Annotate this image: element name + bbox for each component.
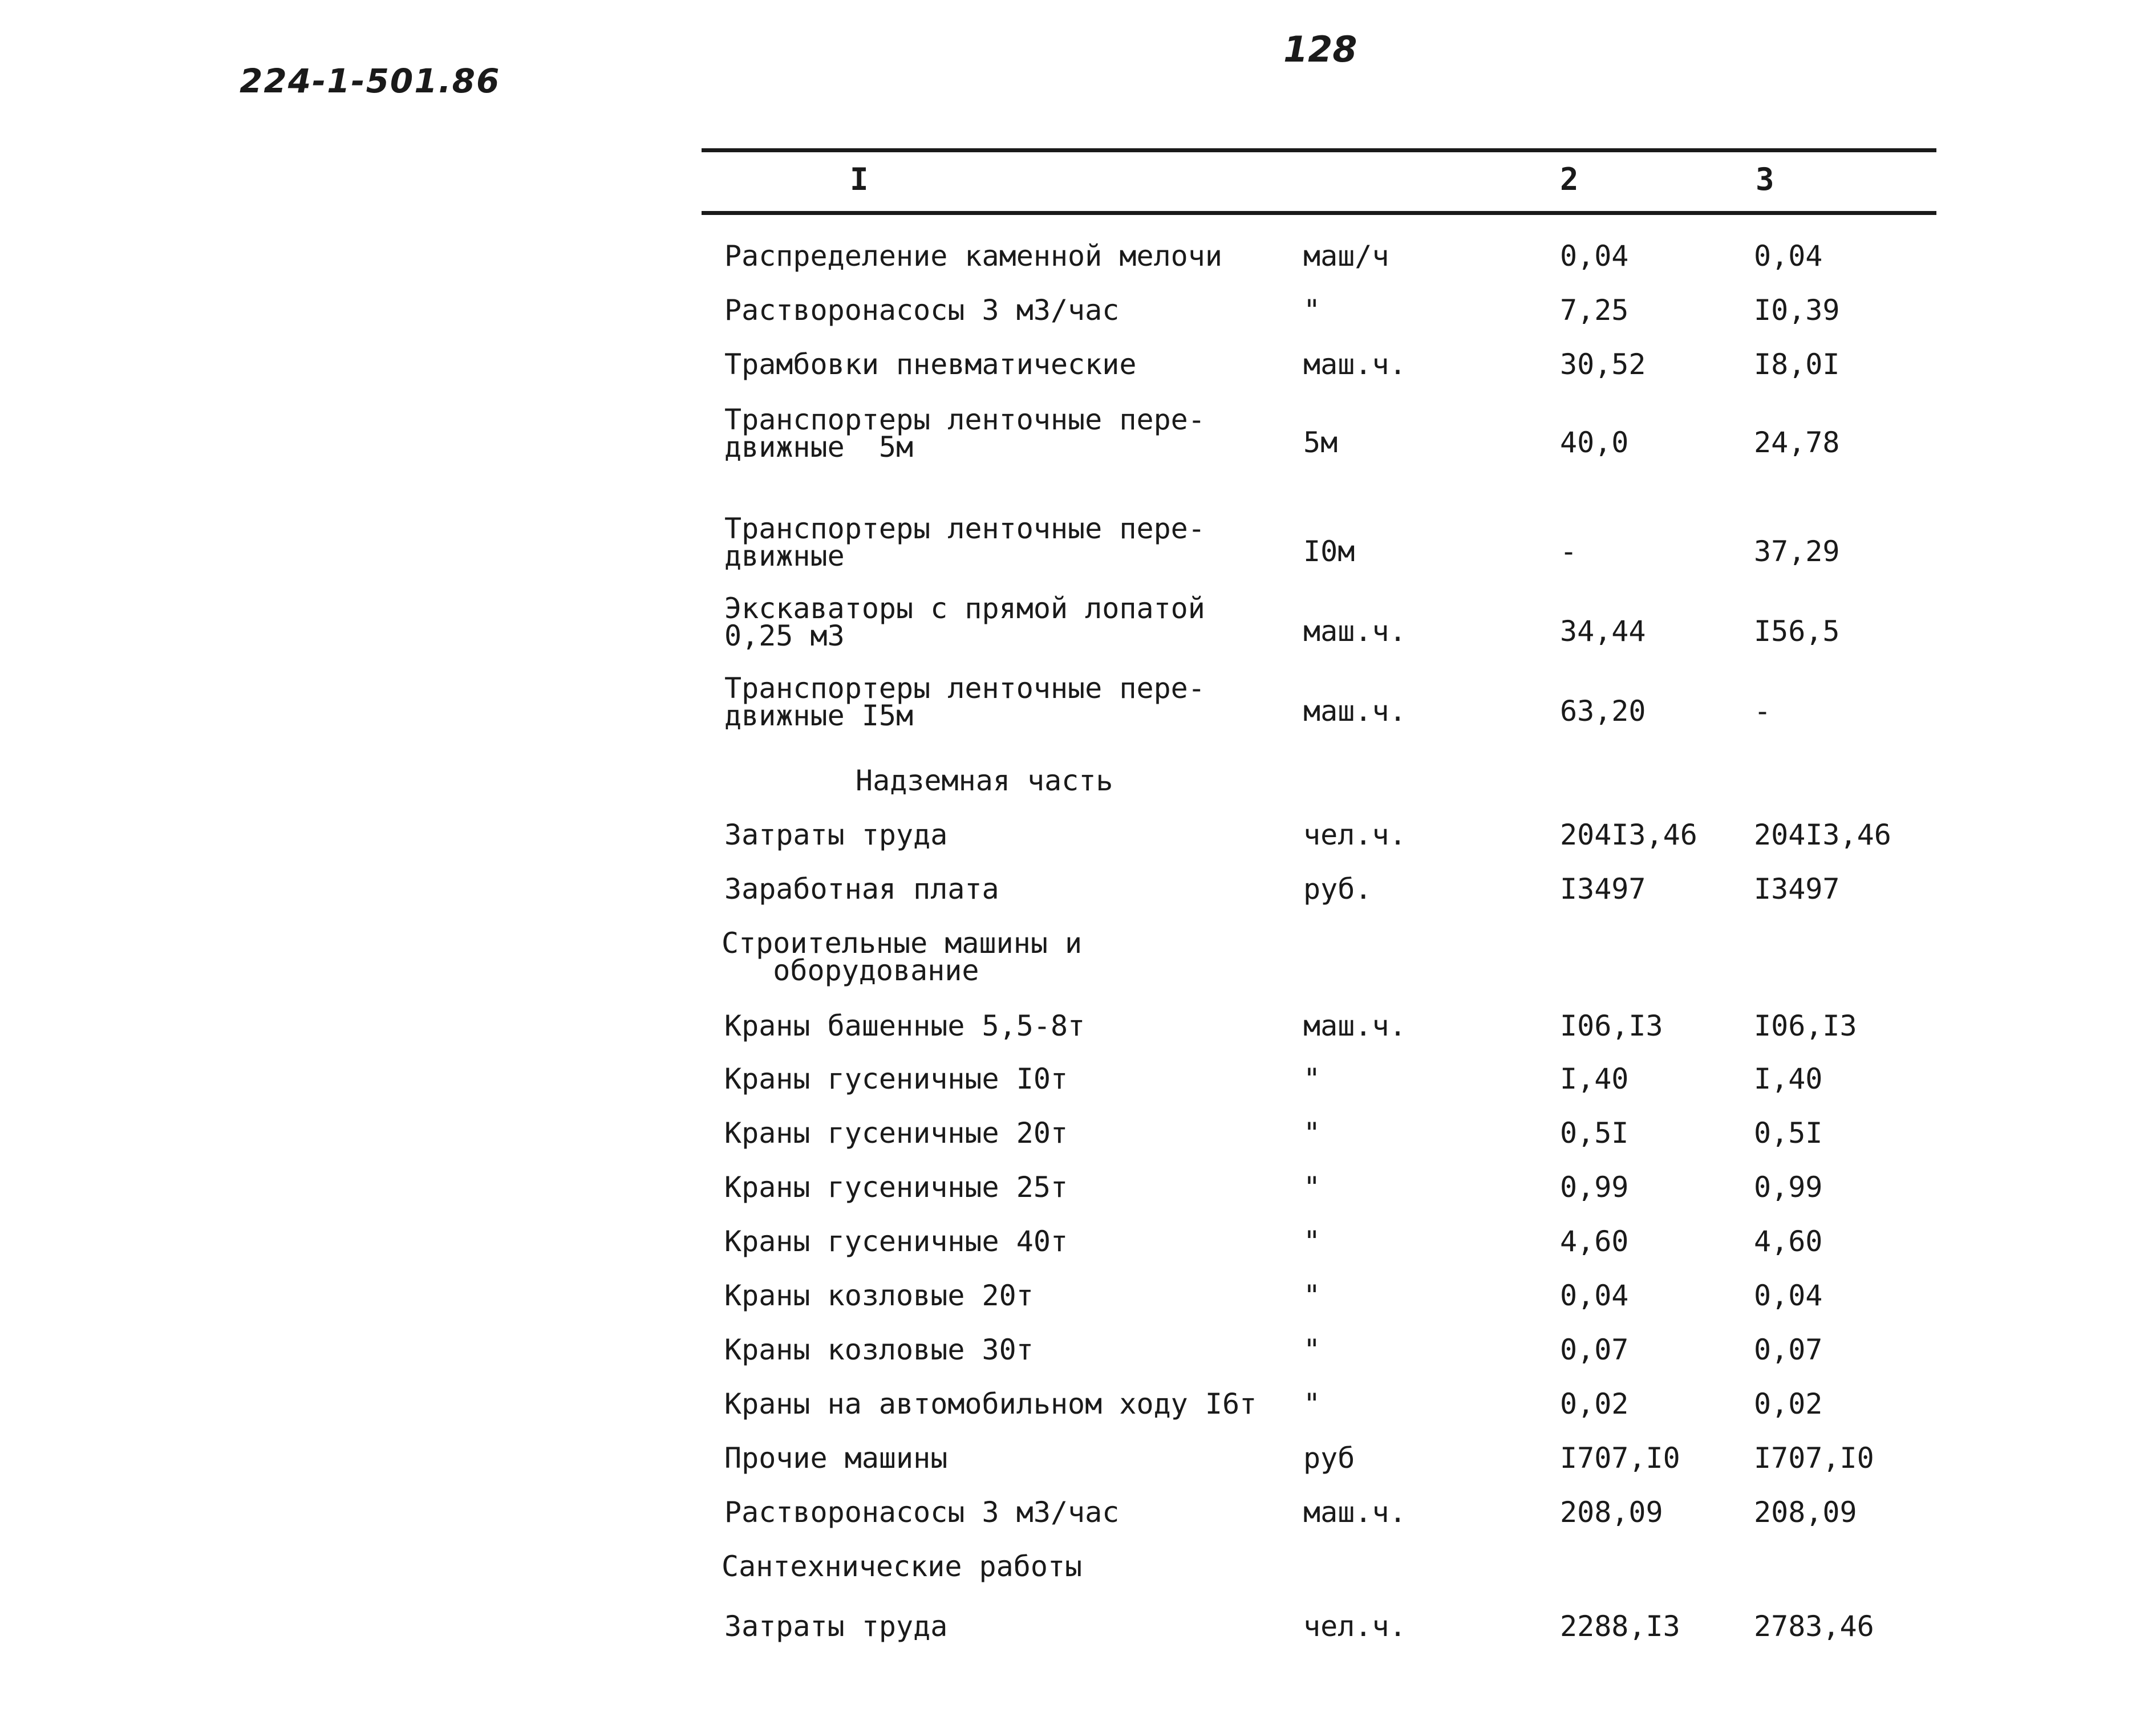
- row-name: Краны на автомобильном ходу I6т: [724, 1387, 1257, 1420]
- row-unit: ": [1303, 1279, 1321, 1312]
- row-unit: руб.: [1303, 872, 1372, 906]
- row-name: Краны козловые 20т: [724, 1279, 1034, 1312]
- row-value-col3: 0,04: [1754, 1279, 1823, 1312]
- row-name: Транспортеры ленточные пере- движные I5м: [724, 672, 1205, 732]
- row-value-col3: I56,5: [1754, 615, 1840, 648]
- row-name: Транспортеры ленточные пере- движные: [724, 512, 1205, 573]
- row-value-col2: 30,52: [1560, 348, 1646, 381]
- row-value-col2: 63,20: [1560, 695, 1646, 728]
- row-unit: маш.ч.: [1303, 615, 1407, 648]
- row-unit: ": [1303, 1387, 1321, 1420]
- row-value-col2: I,40: [1560, 1062, 1629, 1095]
- row-value-col3: 0,07: [1754, 1333, 1823, 1366]
- row-unit: маш.ч.: [1303, 1496, 1407, 1529]
- row-unit: маш/ч: [1303, 240, 1389, 273]
- row-value-col3: I,40: [1754, 1062, 1823, 1095]
- row-value-col3: 204I3,46: [1754, 818, 1891, 851]
- row-value-col2: 0,99: [1560, 1171, 1629, 1204]
- row-value-col2: 0,02: [1560, 1387, 1629, 1420]
- row-value-col3: I06,I3: [1754, 1009, 1857, 1042]
- row-value-col3: I0,39: [1754, 294, 1840, 327]
- row-value-col2: 40,0: [1560, 426, 1629, 459]
- row-unit: руб: [1303, 1442, 1355, 1475]
- row-unit: ": [1303, 1225, 1321, 1258]
- section-title: Надземная часть: [856, 764, 1113, 797]
- row-name: Растворонасосы 3 м3/час: [724, 294, 1120, 327]
- row-name: Заработная плата: [724, 872, 999, 906]
- row-name: Краны башенные 5,5-8т: [724, 1009, 1085, 1042]
- row-unit: ": [1303, 294, 1321, 327]
- page-number: 128: [1283, 29, 1357, 70]
- row-unit: I0м: [1303, 535, 1355, 568]
- row-value-col2: 0,04: [1560, 240, 1629, 273]
- row-value-col3: I3497: [1754, 872, 1840, 906]
- row-unit: чел.ч.: [1303, 818, 1407, 851]
- row-unit: маш.ч.: [1303, 348, 1407, 381]
- row-unit: чел.ч.: [1303, 1610, 1407, 1643]
- row-unit: 5м: [1303, 426, 1338, 459]
- row-unit: маш.ч.: [1303, 695, 1407, 728]
- row-value-col2: -: [1560, 535, 1578, 568]
- column-header-2: 2: [1560, 161, 1579, 197]
- row-value-col2: I707,I0: [1560, 1442, 1680, 1475]
- row-value-col3: 2783,46: [1754, 1610, 1874, 1643]
- row-value-col2: 0,07: [1560, 1333, 1629, 1366]
- row-value-col2: 0,04: [1560, 1279, 1629, 1312]
- row-name: Затраты труда: [724, 818, 948, 851]
- row-name: Трамбовки пневматические: [724, 348, 1137, 381]
- block-title: Сантехнические работы: [722, 1550, 1083, 1583]
- row-value-col2: 0,5I: [1560, 1117, 1629, 1150]
- row-value-col2: 4,60: [1560, 1225, 1629, 1258]
- row-name: Транспортеры ленточные пере- движные 5м: [724, 403, 1205, 464]
- row-value-col2: 34,44: [1560, 615, 1646, 648]
- row-unit: маш.ч.: [1303, 1009, 1407, 1042]
- row-value-col3: -: [1754, 695, 1772, 728]
- row-value-col3: 4,60: [1754, 1225, 1823, 1258]
- row-unit: ": [1303, 1171, 1321, 1204]
- row-name: Краны гусеничные 40т: [724, 1225, 1068, 1258]
- row-value-col3: 0,04: [1754, 240, 1823, 273]
- row-value-col3: 0,02: [1754, 1387, 1823, 1420]
- row-value-col3: I707,I0: [1754, 1442, 1874, 1475]
- row-value-col3: 0,5I: [1754, 1117, 1823, 1150]
- row-value-col3: 208,09: [1754, 1496, 1857, 1529]
- document-code: 224-1-501.86: [240, 62, 501, 100]
- row-name: Краны гусеничные 25т: [724, 1171, 1068, 1204]
- row-value-col3: 0,99: [1754, 1171, 1823, 1204]
- block-title: Строительные машины и оборудование: [722, 927, 1083, 987]
- row-value-col2: I3497: [1560, 872, 1646, 906]
- column-header-3: 3: [1756, 161, 1774, 197]
- row-name: Краны козловые 30т: [724, 1333, 1034, 1366]
- row-name: Экскаваторы с прямой лопатой 0,25 м3: [724, 592, 1205, 652]
- row-value-col2: 2288,I3: [1560, 1610, 1680, 1643]
- row-value-col3: 24,78: [1754, 426, 1840, 459]
- row-unit: ": [1303, 1333, 1321, 1366]
- column-header-1: I: [850, 161, 869, 197]
- row-name: Краны гусеничные 20т: [724, 1117, 1068, 1150]
- row-name: Краны гусеничные I0т: [724, 1062, 1068, 1095]
- row-name: Затраты труда: [724, 1610, 948, 1643]
- row-value-col2: 7,25: [1560, 294, 1629, 327]
- row-name: Прочие машины: [724, 1442, 948, 1475]
- row-unit: ": [1303, 1117, 1321, 1150]
- row-name: Растворонасосы 3 м3/час: [724, 1496, 1120, 1529]
- row-value-col2: 208,09: [1560, 1496, 1663, 1529]
- row-value-col2: I06,I3: [1560, 1009, 1663, 1042]
- row-value-col3: 37,29: [1754, 535, 1840, 568]
- row-value-col3: I8,0I: [1754, 348, 1840, 381]
- row-value-col2: 204I3,46: [1560, 818, 1697, 851]
- row-unit: ": [1303, 1062, 1321, 1095]
- row-name: Распределение каменной мелочи: [724, 240, 1222, 273]
